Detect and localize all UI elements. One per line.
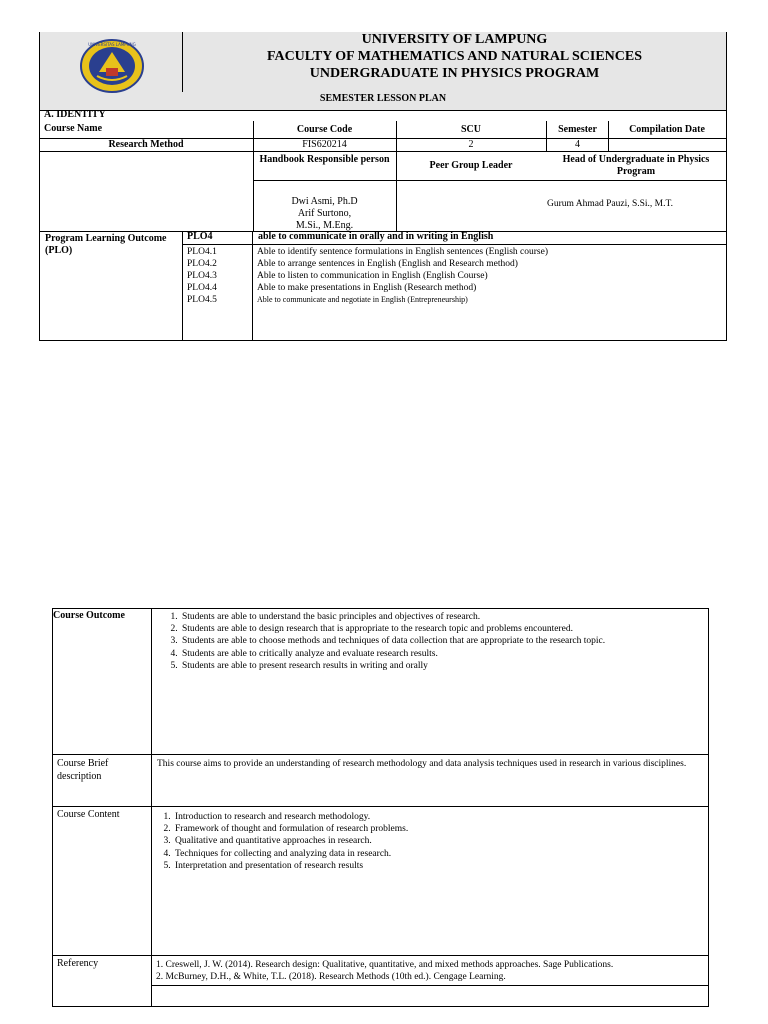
rule: [396, 121, 397, 231]
course-code-value: FIS620214: [302, 139, 347, 150]
handbook-person-1: Dwi Asmi, Ph.D: [291, 196, 358, 207]
head-label: Head of Undergraduate in Physics Program: [562, 154, 710, 177]
rule: [39, 110, 727, 111]
rule: [253, 180, 727, 181]
course-brief-label: Course Brief description: [57, 758, 109, 782]
rule: [252, 231, 253, 341]
rule: [52, 955, 708, 956]
handbook-person-3: M.Si., M.Eng.: [295, 220, 354, 231]
rule: [52, 806, 708, 807]
course-content-item: 3. Qualitative and quantitative approaches in research.: [173, 835, 701, 847]
plo-label: Program Learning Outcome (PLO): [45, 233, 167, 256]
plo-text-list: [257, 246, 548, 306]
col-semester: Semester: [558, 124, 597, 135]
course-content-list: [151, 811, 701, 872]
course-outcome-label: Course Outcome: [53, 610, 125, 621]
reference-label: Referency: [57, 958, 99, 969]
col-scu: SCU: [460, 124, 481, 135]
reference-item: 2. McBurney, D.H., & White, T.L. (2018). Research Methods (10th ed.). Cengage Learning.: [156, 972, 506, 982]
rule: [182, 231, 183, 341]
plo-item-code: PLO4.5: [187, 295, 217, 305]
plo-item-text: Able to arrange sentences in English (English and Research method): [257, 259, 518, 269]
course-name-value: Research Method: [108, 139, 184, 150]
course-content-item: 5. Interpretation and presentation of research results: [173, 860, 701, 872]
rule: [151, 608, 152, 1006]
plo-item-text: Able to identify sentence formulations in English sentences (English course): [257, 247, 548, 257]
rule: [182, 244, 727, 245]
course-outcome-item: 5. Students are able to present research results in writing and orally: [180, 660, 703, 672]
rule: [151, 985, 708, 986]
course-content-item: 2. Framework of thought and formulation of research problems.: [173, 823, 701, 835]
scu-value: 2: [468, 139, 474, 150]
course-outcome-item: 3. Students are able to choose methods and techniques of data collection that are appropriate to the research topic.: [180, 635, 703, 647]
plo-item-text: Able to make presentations in English (Research method): [257, 283, 477, 293]
rule: [52, 754, 708, 755]
head-person: Gurum Ahmad Pauzi, S.Si., M.T.: [547, 199, 673, 209]
col-course-name: Course Name: [44, 123, 103, 134]
plo-item-text: Able to listen to communication in English (English Course): [257, 271, 488, 281]
reference-item: 1. Creswell, J. W. (2014). Research design: Qualitative, quantitative, and mixed methods approaches. Sage Publications.: [156, 960, 614, 970]
reference-list: [156, 959, 706, 983]
identity-section-label: A. IDENTITY: [44, 109, 106, 120]
rule: [39, 151, 727, 152]
rule: [546, 121, 547, 151]
plo-item-code: PLO4.2: [187, 259, 217, 269]
table-border-left: [39, 32, 40, 341]
doc-title: SEMESTER LESSON PLAN: [319, 93, 447, 104]
handbook-person-2: Arif Surtono,: [297, 208, 352, 219]
course-content-item: 1. Introduction to research and research methodology.: [173, 811, 701, 823]
col-compilation-date: Compilation Date: [629, 124, 705, 135]
rule: [608, 121, 609, 151]
course-brief-text: This course aims to provide an understanding of research methodology and data analysis techniques used in research in various disciplines.: [157, 759, 687, 769]
course-outcome-list: [158, 611, 703, 672]
plo-item-code: PLO4.4: [187, 283, 217, 293]
semester-value: 4: [575, 139, 580, 150]
logo-lettering: UNIVERSITAS LAMPUNG: [88, 42, 136, 47]
program-title: UNDERGRADUATE IN PHYSICS PROGRAM: [309, 66, 600, 81]
peer-label: Peer Group Leader: [429, 160, 513, 171]
plo-code: PLO4: [187, 231, 213, 242]
plo-heading: able to communicate in orally and in writing in English: [258, 231, 494, 242]
table-border-bottom: [39, 340, 727, 341]
table-border-right: [726, 32, 727, 341]
course-content-item: 4. Techniques for collecting and analyzing data in research.: [173, 848, 701, 860]
university-logo: [79, 38, 145, 94]
col-course-code: Course Code: [296, 124, 353, 135]
course-outcome-item: 1. Students are able to understand the basic principles and objectives of research.: [180, 611, 703, 623]
faculty-title: FACULTY OF MATHEMATICS AND NATURAL SCIENCES: [266, 49, 643, 64]
plo-item-code: PLO4.1: [187, 247, 217, 257]
university-title: UNIVERSITY OF LAMPUNG: [361, 32, 548, 47]
course-content-label: Course Content: [57, 809, 120, 820]
plo-item-code: PLO4.3: [187, 271, 217, 281]
plo-code-list: [187, 246, 217, 306]
handbook-label: Handbook Responsible person: [259, 154, 390, 165]
course-outcome-item: 2. Students are able to design research that is appropriate to the research topic and problems encountered.: [180, 623, 703, 635]
plo-item-text: Able to communicate and negotiate in English (Entrepreneurship): [257, 295, 468, 304]
course-outcome-item: 4. Students are able to critically analyze and evaluate research results.: [180, 648, 703, 660]
